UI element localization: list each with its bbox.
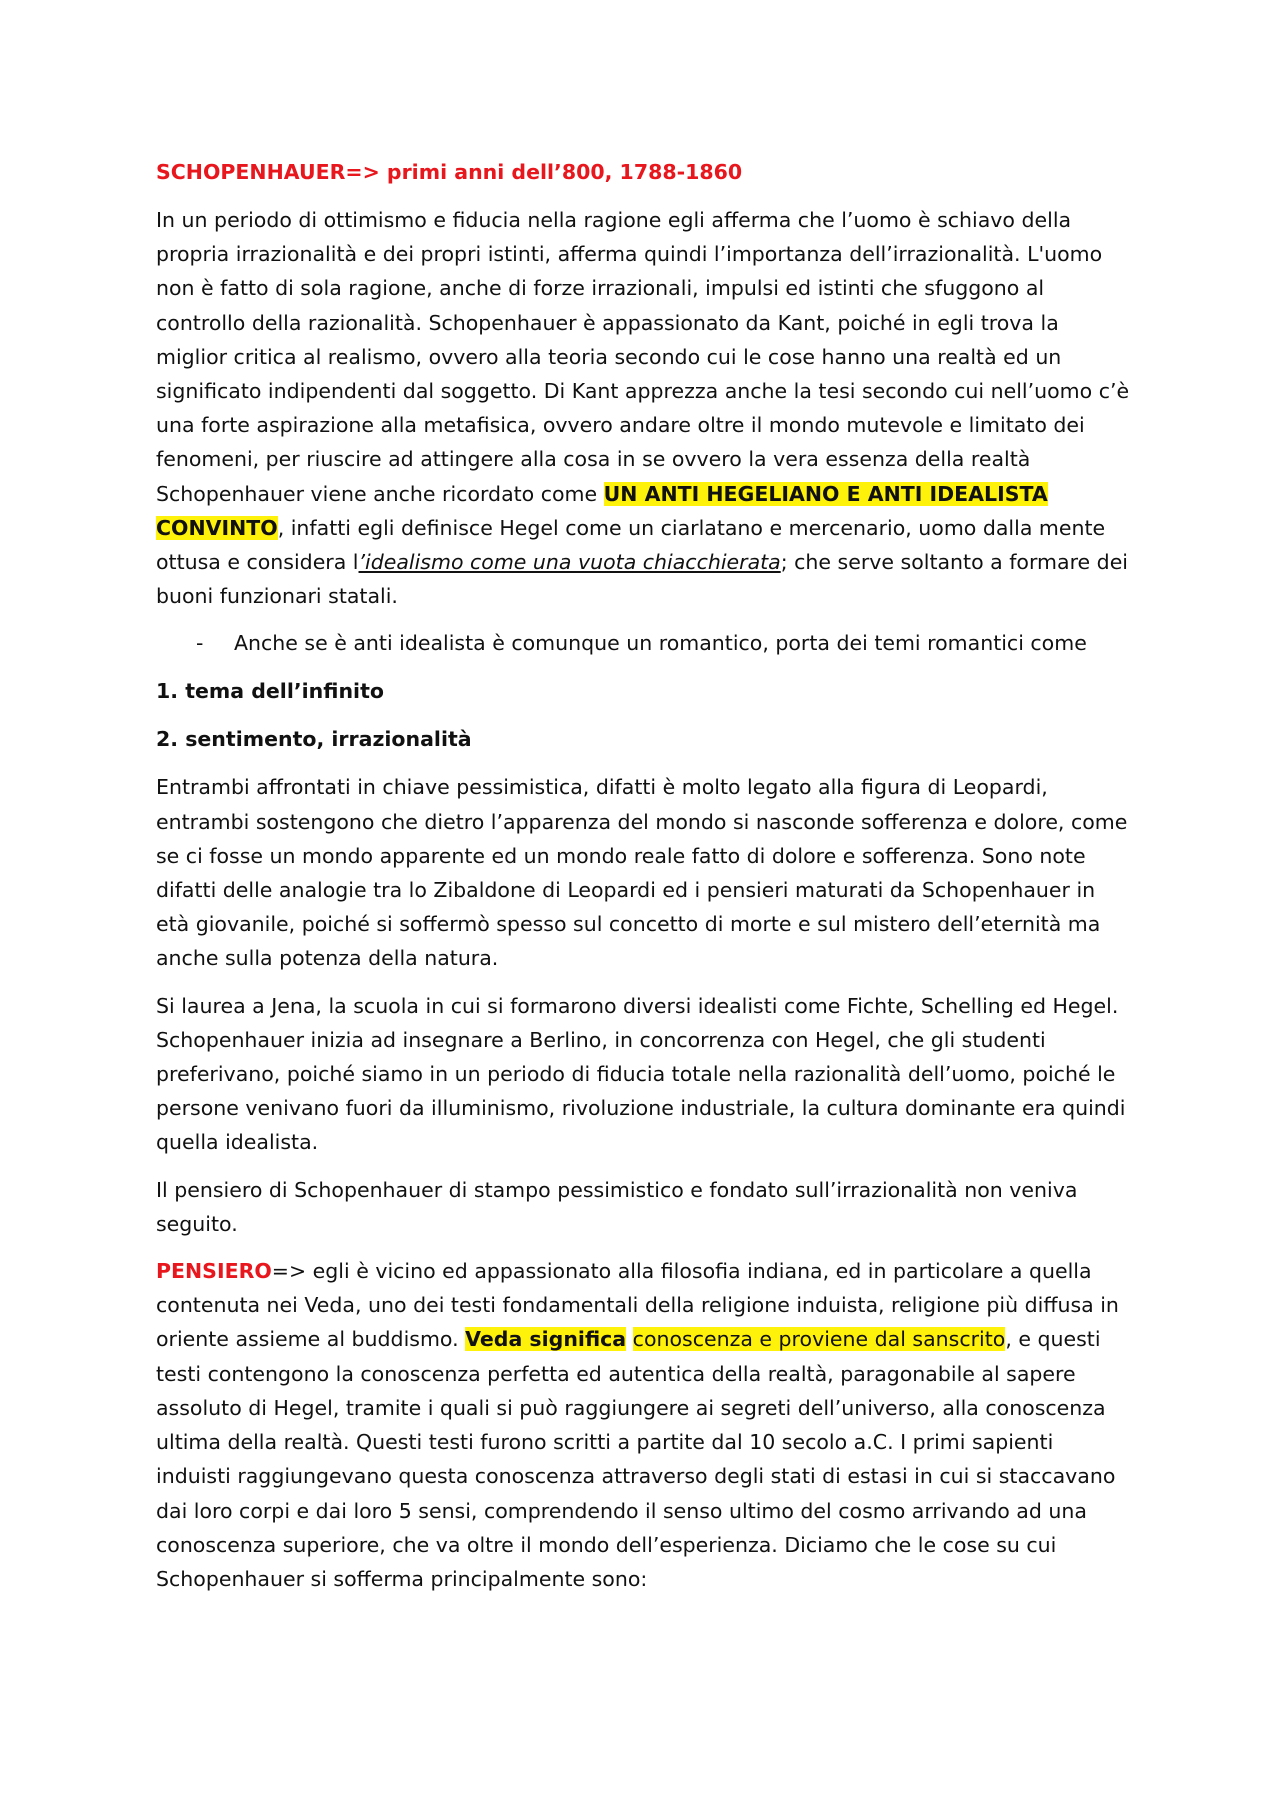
page-title: SCHOPENHAUER=> primi anni dell’800, 1788-1860: [156, 160, 743, 184]
numbered-item-2: 2. sentimento, irrazionalità: [156, 727, 472, 752]
jena-paragraph: Si laurea a Jena, la scuola in cui si formarono diversi idealisti come Fichte, Schelling ed Hegel. Schopenhauer inizia ad insegnare a Berlino, in concorrenza con Hegel, che gli studenti preferivano, poiché siamo in un periodo di fiducia totale nella razionalità dell’uomo, poiché le persone venivano fuori da illuminismo, rivoluzione industriale, la cultura dominante era quindi quella idealista.: [156, 993, 1126, 1155]
leopardi-paragraph: Entrambi affrontati in chiave pessimistica, difatti è molto legato alla figura di Leopardi, entrambi sostengono che dietro l’apparenza del mondo si nasconde sofferenza e dolore, come se ci fosse un mondo apparente ed un mondo reale fatto di dolore e sofferenza. Sono note difatti delle analogie tra lo Zibaldone di Leopardi ed i pensieri maturati da Schopenhauer in età giovanile, poiché si soffermò spesso sul concetto di morte e sul mistero dell’eternità ma anche sulla potenza della natura.: [156, 775, 1128, 971]
pessimism-paragraph: Il pensiero di Schopenhauer di stampo pessimistico e fondato sull’irrazionalità non veniva seguito.: [156, 1177, 1078, 1236]
bullet-item: [156, 626, 1132, 660]
pensiero-label: PENSIERO: [156, 1259, 272, 1284]
intro-text-3: ; che serve soltanto a formare dei buoni funzionari statali.: [156, 550, 1129, 609]
veda-highlight-bold: Veda significa: [465, 1327, 627, 1352]
emphasized-phrase: ’idealismo come una vuota chiacchierata: [358, 550, 781, 575]
highlighted-phrase: UN ANTI HEGELIANO E ANTI IDEALISTA CONVINTO: [156, 481, 1048, 540]
pensiero-text-1: => egli è vicino ed appassionato alla filosofia indiana, ed in particolare a quella contenuta nei Veda, uno dei testi fondamentali della religione induista, religione più diffusa in oriente assieme al buddismo.: [156, 1259, 1119, 1352]
bullet-dash: -: [196, 631, 204, 656]
intro-paragraph: [156, 203, 1132, 613]
pensiero-text-2: , e questi testi contengono la conoscenza perfetta ed autentica della realtà, paragonabile al sapere assoluto di Hegel, tramite i quali si può raggiungere ai segreti dell’universo, alla conoscenza ultima della realtà. Questi testi furono scritti a partite dal 10 secolo a.C. I primi sapienti induisti raggiungevano questa conoscenza attraverso degli stati di estasi in cui si staccavano dai loro corpi e dai loro 5 sensi, comprendendo il senso ultimo del cosmo arrivando ad una conoscenza superiore, che va oltre il mondo dell’esperienza. Diciamo che le cose su cui Schopenhauer si sofferma principalmente sono:: [156, 1327, 1116, 1591]
bullet-text: Anche se è anti idealista è comunque un romantico, porta dei temi romantici come: [234, 631, 1087, 656]
numbered-item-1: 1. tema dell’infinito: [156, 679, 384, 704]
intro-text-2: , infatti egli definisce Hegel come un ciarlatano e mercenario, uomo dalla mente ottusa e considera l: [156, 515, 1106, 575]
veda-highlight: conoscenza e proviene dal sanscrito: [632, 1327, 1006, 1352]
pensiero-paragraph: [156, 1254, 1132, 1596]
intro-text-1: In un periodo di ottimismo e fiducia nella ragione egli afferma che l’uomo è schiavo della propria irrazionalità e dei propri istinti, afferma quindi l’importanza dell’irrazionalità. L'uomo non è fatto di sola ragione, anche di forze irrazionali, impulsi ed istinti che sfuggono al controllo della razionalità. Schopenhauer è appassionato da Kant, poiché in egli trova la miglior critica al realismo, ovvero alla teoria secondo cui le cose hanno una realtà ed un significato indipendenti dal soggetto. Di Kant apprezza anche la tesi secondo cui nell’uomo c’è una forte aspirazione alla metafisica, ovvero andare oltre il mondo mutevole e limitato dei fenomeni, per riuscire ad attingere alla cosa in se ovvero la vera essenza della realtà Schopenhauer viene anche ricordato come: [156, 208, 1130, 506]
